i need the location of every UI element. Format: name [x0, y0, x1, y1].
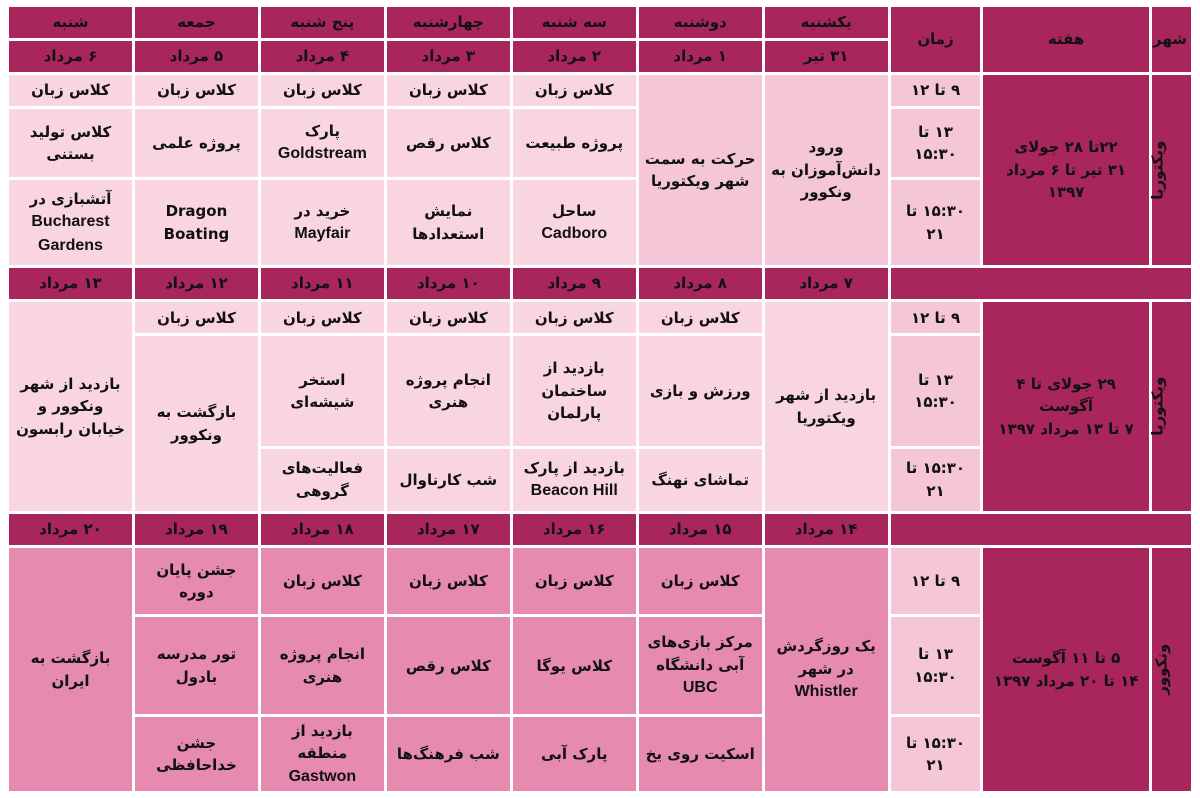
activity-cell [261, 109, 384, 177]
week-line: آگوست [1039, 397, 1094, 416]
activity-text: یک روزگردش در شهر [776, 637, 876, 678]
time-slot: ۹ تا ۱۲ [891, 302, 981, 333]
date-cell: ۱۱ مرداد [261, 268, 384, 299]
date-cell: ۲۰ مرداد [9, 514, 132, 545]
activity-cell: کلاس یوگا [513, 617, 636, 714]
activity-text-en: UBC [682, 679, 718, 697]
time-slot: ۱۵:۳۰ تا ۲۱ [891, 449, 981, 511]
activity-cell [261, 180, 384, 265]
week-line: ۲۲تا ۲۸ جولای [1014, 138, 1118, 157]
activity-cell: پارک آبی [513, 717, 636, 791]
activity-cell: شب فرهنگ‌ها [387, 717, 510, 791]
activity-cell: اسکیت روی یخ [639, 717, 762, 791]
city-label: ویکتوریا [1148, 377, 1167, 437]
activity-text-en: Bucharest Gardens [31, 213, 110, 255]
week-line: ۲۹ جولای تا ۴ [1016, 374, 1116, 393]
activity-cell: نمایش استعدادها [387, 180, 510, 265]
activity-text-en: Cadboro [541, 225, 608, 243]
week-cell [983, 75, 1148, 265]
date-band-spacer [891, 514, 1191, 545]
block3-date-row [9, 514, 1191, 545]
date-cell: ۵ مرداد [135, 41, 258, 72]
date-cell: ۱۹ مرداد [135, 514, 258, 545]
city-cell [1152, 548, 1191, 791]
activity-cell: ورود دانش‌آموزان به ونکوور [765, 75, 888, 265]
activity-cell: کلاس زبان [387, 548, 510, 614]
activity-cell: جشن خداحافظی [135, 717, 258, 791]
activity-text: بازدید از منطقه [291, 721, 353, 763]
activity-cell [513, 449, 636, 511]
header-day-thursday: پنج شنبه [261, 7, 384, 38]
activity-cell: استخر شیشه‌ای [261, 336, 384, 446]
block3-row-morning [9, 548, 1191, 614]
activity-cell: کلاس زبان [135, 302, 258, 333]
activity-text: بازدید از پارک [523, 458, 625, 477]
activity-cell: بازدید از ساختمان پارلمان [513, 336, 636, 446]
week-line: ۱۳۹۷ [1047, 183, 1085, 202]
header-day-wednesday: چهارشنبه [387, 7, 510, 38]
city-label: ویکتوریا [1148, 140, 1167, 200]
activity-cell: کلاس رقص [387, 109, 510, 177]
date-cell: ۱۵ مرداد [639, 514, 762, 545]
activity-cell: ورزش و بازی [639, 336, 762, 446]
activity-cell: کلاس زبان [261, 302, 384, 333]
activity-cell: تور مدرسه بادول [135, 617, 258, 714]
activity-cell [261, 717, 384, 791]
date-cell: ۹ مرداد [513, 268, 636, 299]
block2-row-morning [9, 302, 1191, 333]
activity-cell [765, 548, 888, 791]
week-line: ۳۱ تیر تا ۶ مرداد [1006, 160, 1127, 179]
activity-cell: کلاس زبان [639, 548, 762, 614]
date-cell: ۲ مرداد [513, 41, 636, 72]
activity-text: مرکز بازی‌های آبی دانشگاه [647, 633, 753, 674]
date-cell: ۱۷ مرداد [387, 514, 510, 545]
block2-date-row [9, 268, 1191, 299]
date-cell: ۱۲ مرداد [135, 268, 258, 299]
date-cell: ۱ مرداد [639, 41, 762, 72]
header-row [9, 7, 1191, 38]
activity-cell: کلاس زبان [387, 75, 510, 106]
activity-cell: بازدید از شهر ویکتوریا [765, 302, 888, 511]
header-city: شهر [1152, 7, 1191, 72]
activity-text: آتشبازی در [29, 189, 112, 208]
date-cell: ۱۸ مرداد [261, 514, 384, 545]
date-cell: ۳۱ تیر [765, 41, 888, 72]
time-slot: ۹ تا ۱۲ [891, 75, 981, 106]
activity-cell: فعالیت‌های گروهی [261, 449, 384, 511]
activity-text-en: Gastwon [288, 767, 357, 785]
time-slot: ۹ تا ۱۲ [891, 548, 981, 614]
activity-cell: بازگشت به ایران [9, 548, 132, 791]
activity-cell: پروژه طبیعت [513, 109, 636, 177]
activity-cell: کلاس زبان [387, 302, 510, 333]
activity-cell: کلاس رقص [387, 617, 510, 714]
header-day-saturday: شنبه [9, 7, 132, 38]
activity-cell: کلاس زبان [513, 548, 636, 614]
activity-text-en: Beacon Hill [530, 482, 618, 500]
time-slot: ۱۳ تا ۱۵:۳۰ [891, 336, 981, 446]
date-cell: ۱۴ مرداد [765, 514, 888, 545]
city-cell [1148, 75, 1191, 265]
date-cell: ۶ مرداد [9, 41, 132, 72]
activity-text-en: Mayfair [294, 225, 351, 243]
activity-cell: کلاس زبان [261, 548, 384, 614]
activity-cell: کلاس زبان [135, 75, 258, 106]
date-cell: ۳ مرداد [387, 41, 510, 72]
activity-cell: انجام پروژه هنری [387, 336, 510, 446]
activity-cell: حرکت به سمت شهر ویکتوریا [639, 75, 762, 265]
date-cell: ۷ مرداد [765, 268, 888, 299]
activity-text-en: Goldstream [277, 145, 367, 163]
activity-cell: انجام پروژه هنری [261, 617, 384, 714]
city-label: ونکوور [1152, 643, 1171, 696]
header-time: زمان [891, 7, 981, 72]
activity-cell: کلاس زبان [261, 75, 384, 106]
header-day-sunday: یکشنبه [765, 7, 888, 38]
activity-cell: شب کارناوال [387, 449, 510, 511]
time-slot: ۱۳ تا ۱۵:۳۰ [891, 109, 981, 177]
week-cell [983, 302, 1148, 511]
activity-cell: بازگشت به ونکوور [135, 336, 258, 511]
activity-cell: پروژه علمی [135, 109, 258, 177]
activity-cell: جشن پایان دوره [135, 548, 258, 614]
activity-cell: تماشای نهنگ [639, 449, 762, 511]
date-cell: ۱۰ مرداد [387, 268, 510, 299]
activity-cell: کلاس زبان [513, 75, 636, 106]
block1-row-morning [9, 75, 1191, 106]
week-cell [983, 548, 1148, 791]
activity-text: ساحل [551, 201, 597, 220]
time-slot: ۱۵:۳۰ تا ۲۱ [891, 180, 981, 265]
schedule-table [6, 4, 1194, 794]
activity-cell [9, 180, 132, 265]
week-line: ۱۴ تا ۲۰ مرداد ۱۳۹۷ [993, 671, 1139, 690]
activity-text: پارک [304, 121, 340, 140]
city-cell [1148, 302, 1191, 511]
time-slot: ۱۵:۳۰ تا ۲۱ [891, 717, 981, 791]
header-day-monday: دوشنبه [639, 7, 762, 38]
header-day-tuesday: سه شنبه [513, 7, 636, 38]
activity-cell [513, 180, 636, 265]
week-line: ۷ تا ۱۳ مرداد ۱۳۹۷ [998, 419, 1134, 438]
activity-cell: کلاس زبان [9, 75, 132, 106]
date-cell: ۱۶ مرداد [513, 514, 636, 545]
date-cell: ۸ مرداد [639, 268, 762, 299]
activity-text: خرید در [294, 201, 351, 220]
week-line: ۵ تا ۱۱ آگوست [1011, 649, 1121, 667]
activity-cell: Dragon Boating [135, 180, 258, 265]
activity-text-en: Whistler [794, 683, 858, 700]
activity-cell: کلاس زبان [513, 302, 636, 333]
header-week: هفته [983, 7, 1148, 72]
activity-cell: کلاس تولید بستنی [9, 109, 132, 177]
time-slot: ۱۳ تا ۱۵:۳۰ [891, 617, 981, 714]
header-day-friday: جمعه [135, 7, 258, 38]
activity-cell [639, 617, 762, 714]
activity-cell: بازدید از شهر ونکوور و خیابان رابسون [9, 302, 132, 511]
date-cell: ۴ مرداد [261, 41, 384, 72]
activity-cell: کلاس زبان [639, 302, 762, 333]
date-band-spacer [891, 268, 1191, 299]
date-cell: ۱۳ مرداد [9, 268, 132, 299]
